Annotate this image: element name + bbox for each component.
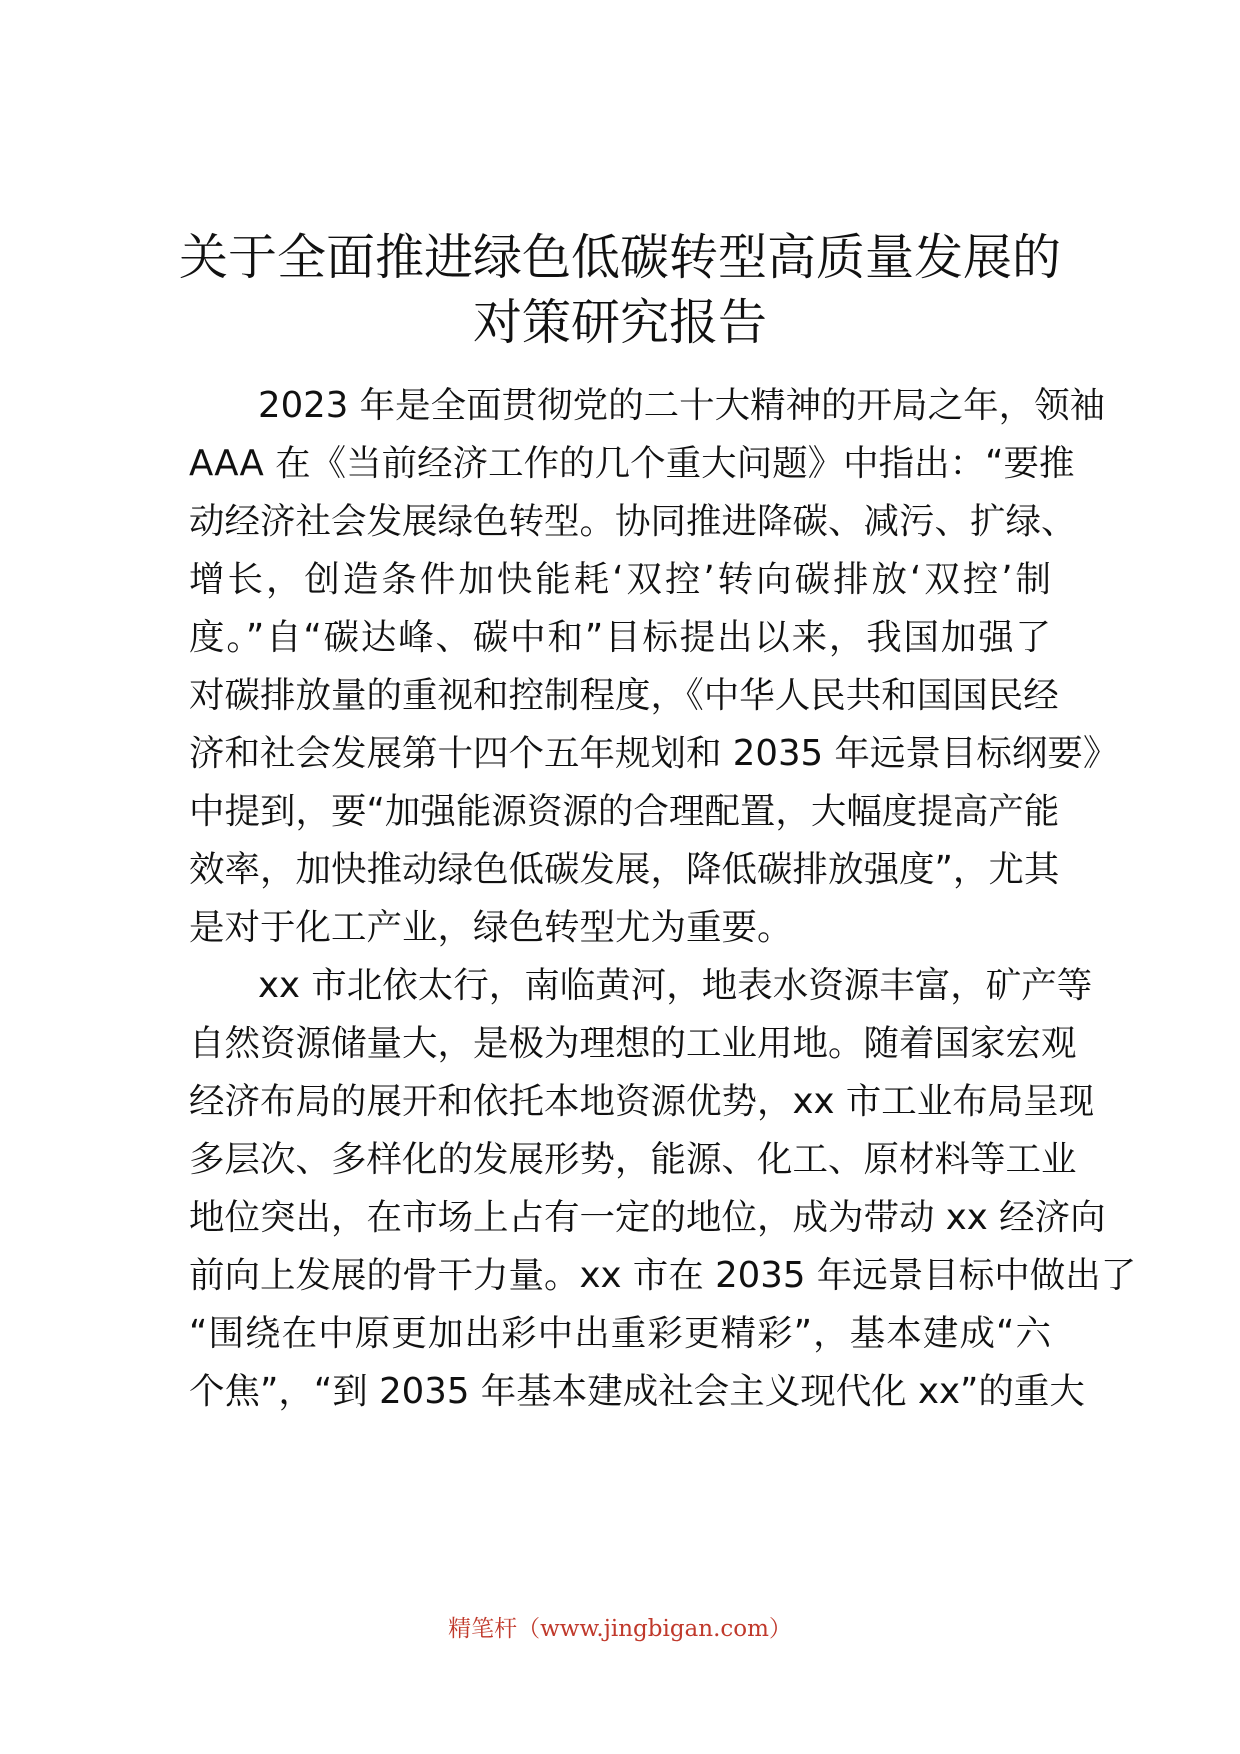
paragraph-1-line: 动经济社会发展绿色转型。协同推进降碳、减污、扩绿、 [189, 501, 1077, 542]
paragraph-1-line: 对碳排放量的重视和控制程度，《中华人民共和国国民经 [189, 675, 1059, 716]
paragraph-2-line: 多层次、多样化的发展形势，能源、化工、原材料等工业 [189, 1139, 1077, 1180]
paragraph-2-line: 经济布局的展开和依托本地资源优势，xx 市工业布局呈现 [189, 1081, 1095, 1122]
paragraph-1-line: 效率，加快推动绿色低碳发展，降低碳排放强度”，尤其 [189, 849, 1060, 890]
document-title-line-1: 关于全面推进绿色低碳转型高质量发展的 [178, 229, 1061, 286]
paragraph-2-line: 自然资源储量大，是极为理想的工业用地。随着国家宏观 [189, 1023, 1077, 1064]
paragraph-1-line: AAA 在《当前经济工作的几个重大问题》中指出：“要推 [189, 443, 1075, 484]
paragraph-2-line: “围绕在中原更加出彩中出重彩更精彩”，基本建成“六 [189, 1313, 1051, 1354]
paragraph-1-line: 是对于化工产业，绿色转型尤为重要。 [189, 907, 793, 948]
paragraph-2-line: 地位突出，在市场上占有一定的地位，成为带动 xx 经济向 [189, 1197, 1106, 1238]
footer-watermark: 精笔杆（www.jingbigan.com） [448, 1616, 792, 1642]
paragraph-1-line: 增长，创造条件加快能耗‘双控’转向碳排放‘双控’制 [189, 559, 1051, 600]
document-title-line-2: 对策研究报告 [472, 294, 767, 351]
paragraph-1-line: 济和社会发展第十四个五年规划和 2035 年远景目标纲要》 [189, 733, 1119, 774]
paragraph-2-line: 前向上发展的骨干力量。xx 市在 2035 年远景目标中做出了 [189, 1255, 1137, 1296]
paragraph-1-line: 2023 年是全面贯彻党的二十大精神的开局之年，领袖 [258, 385, 1106, 426]
paragraph-2-line: xx 市北依太行，南临黄河，地表水资源丰富，矿产等 [258, 965, 1093, 1006]
paragraph-1-line: 度。”自“碳达峰、碳中和”目标提出以来，我国加强了 [189, 617, 1051, 658]
paragraph-2-line: 个焦”，“到 2035 年基本建成社会主义现代化 xx”的重大 [189, 1371, 1085, 1412]
paragraph-1-line: 中提到，要“加强能源资源的合理配置，大幅度提高产能 [189, 791, 1060, 832]
